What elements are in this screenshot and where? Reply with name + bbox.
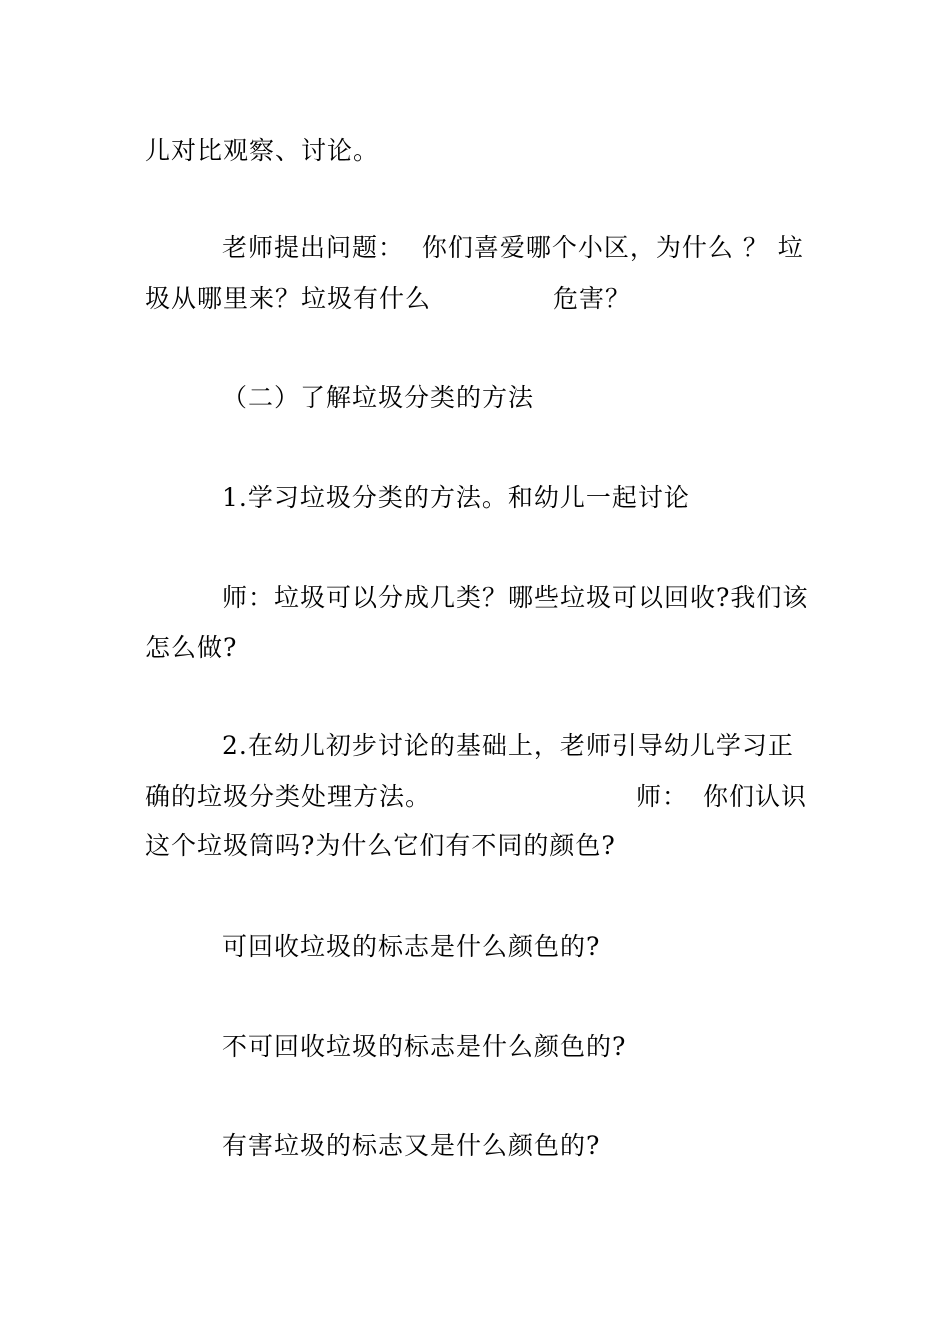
text-line-11: 师：: [636, 782, 689, 811]
section-heading: （二）了解垃圾分类的方法: [222, 383, 535, 412]
text-line-2: 老师提出问题： 你们喜爱哪个小区，为什么 ？ 垃: [222, 233, 804, 262]
text-line-6: 1.学习垃圾分类的方法。和幼儿一起讨论: [222, 483, 690, 512]
text-line-4: 危害？: [553, 284, 632, 313]
text-line-1: 儿对比观察、讨论。: [145, 136, 380, 165]
text-line-12: 你们认识: [703, 782, 808, 811]
text-line-9: 2.在幼儿初步讨论的基础上，老师引导幼儿学习正: [222, 731, 794, 760]
text-line-16: 有害垃圾的标志又是什么颜色的?: [222, 1131, 601, 1160]
text-line-10: 确的垃圾分类处理方法。: [145, 782, 432, 811]
text-line-14: 可回收垃圾的标志是什么颜色的?: [222, 932, 601, 961]
text-line-15: 不可回收垃圾的标志是什么颜色的?: [222, 1032, 627, 1061]
text-line-3: 圾从哪里来？垃圾有什么: [145, 284, 432, 313]
text-line-7: 师：垃圾可以分成几类？哪些垃圾可以回收?我们该: [222, 583, 809, 612]
text-line-13: 这个垃圾筒吗?为什么它们有不同的颜色?: [145, 831, 616, 860]
text-line-8: 怎么做?: [145, 633, 238, 662]
